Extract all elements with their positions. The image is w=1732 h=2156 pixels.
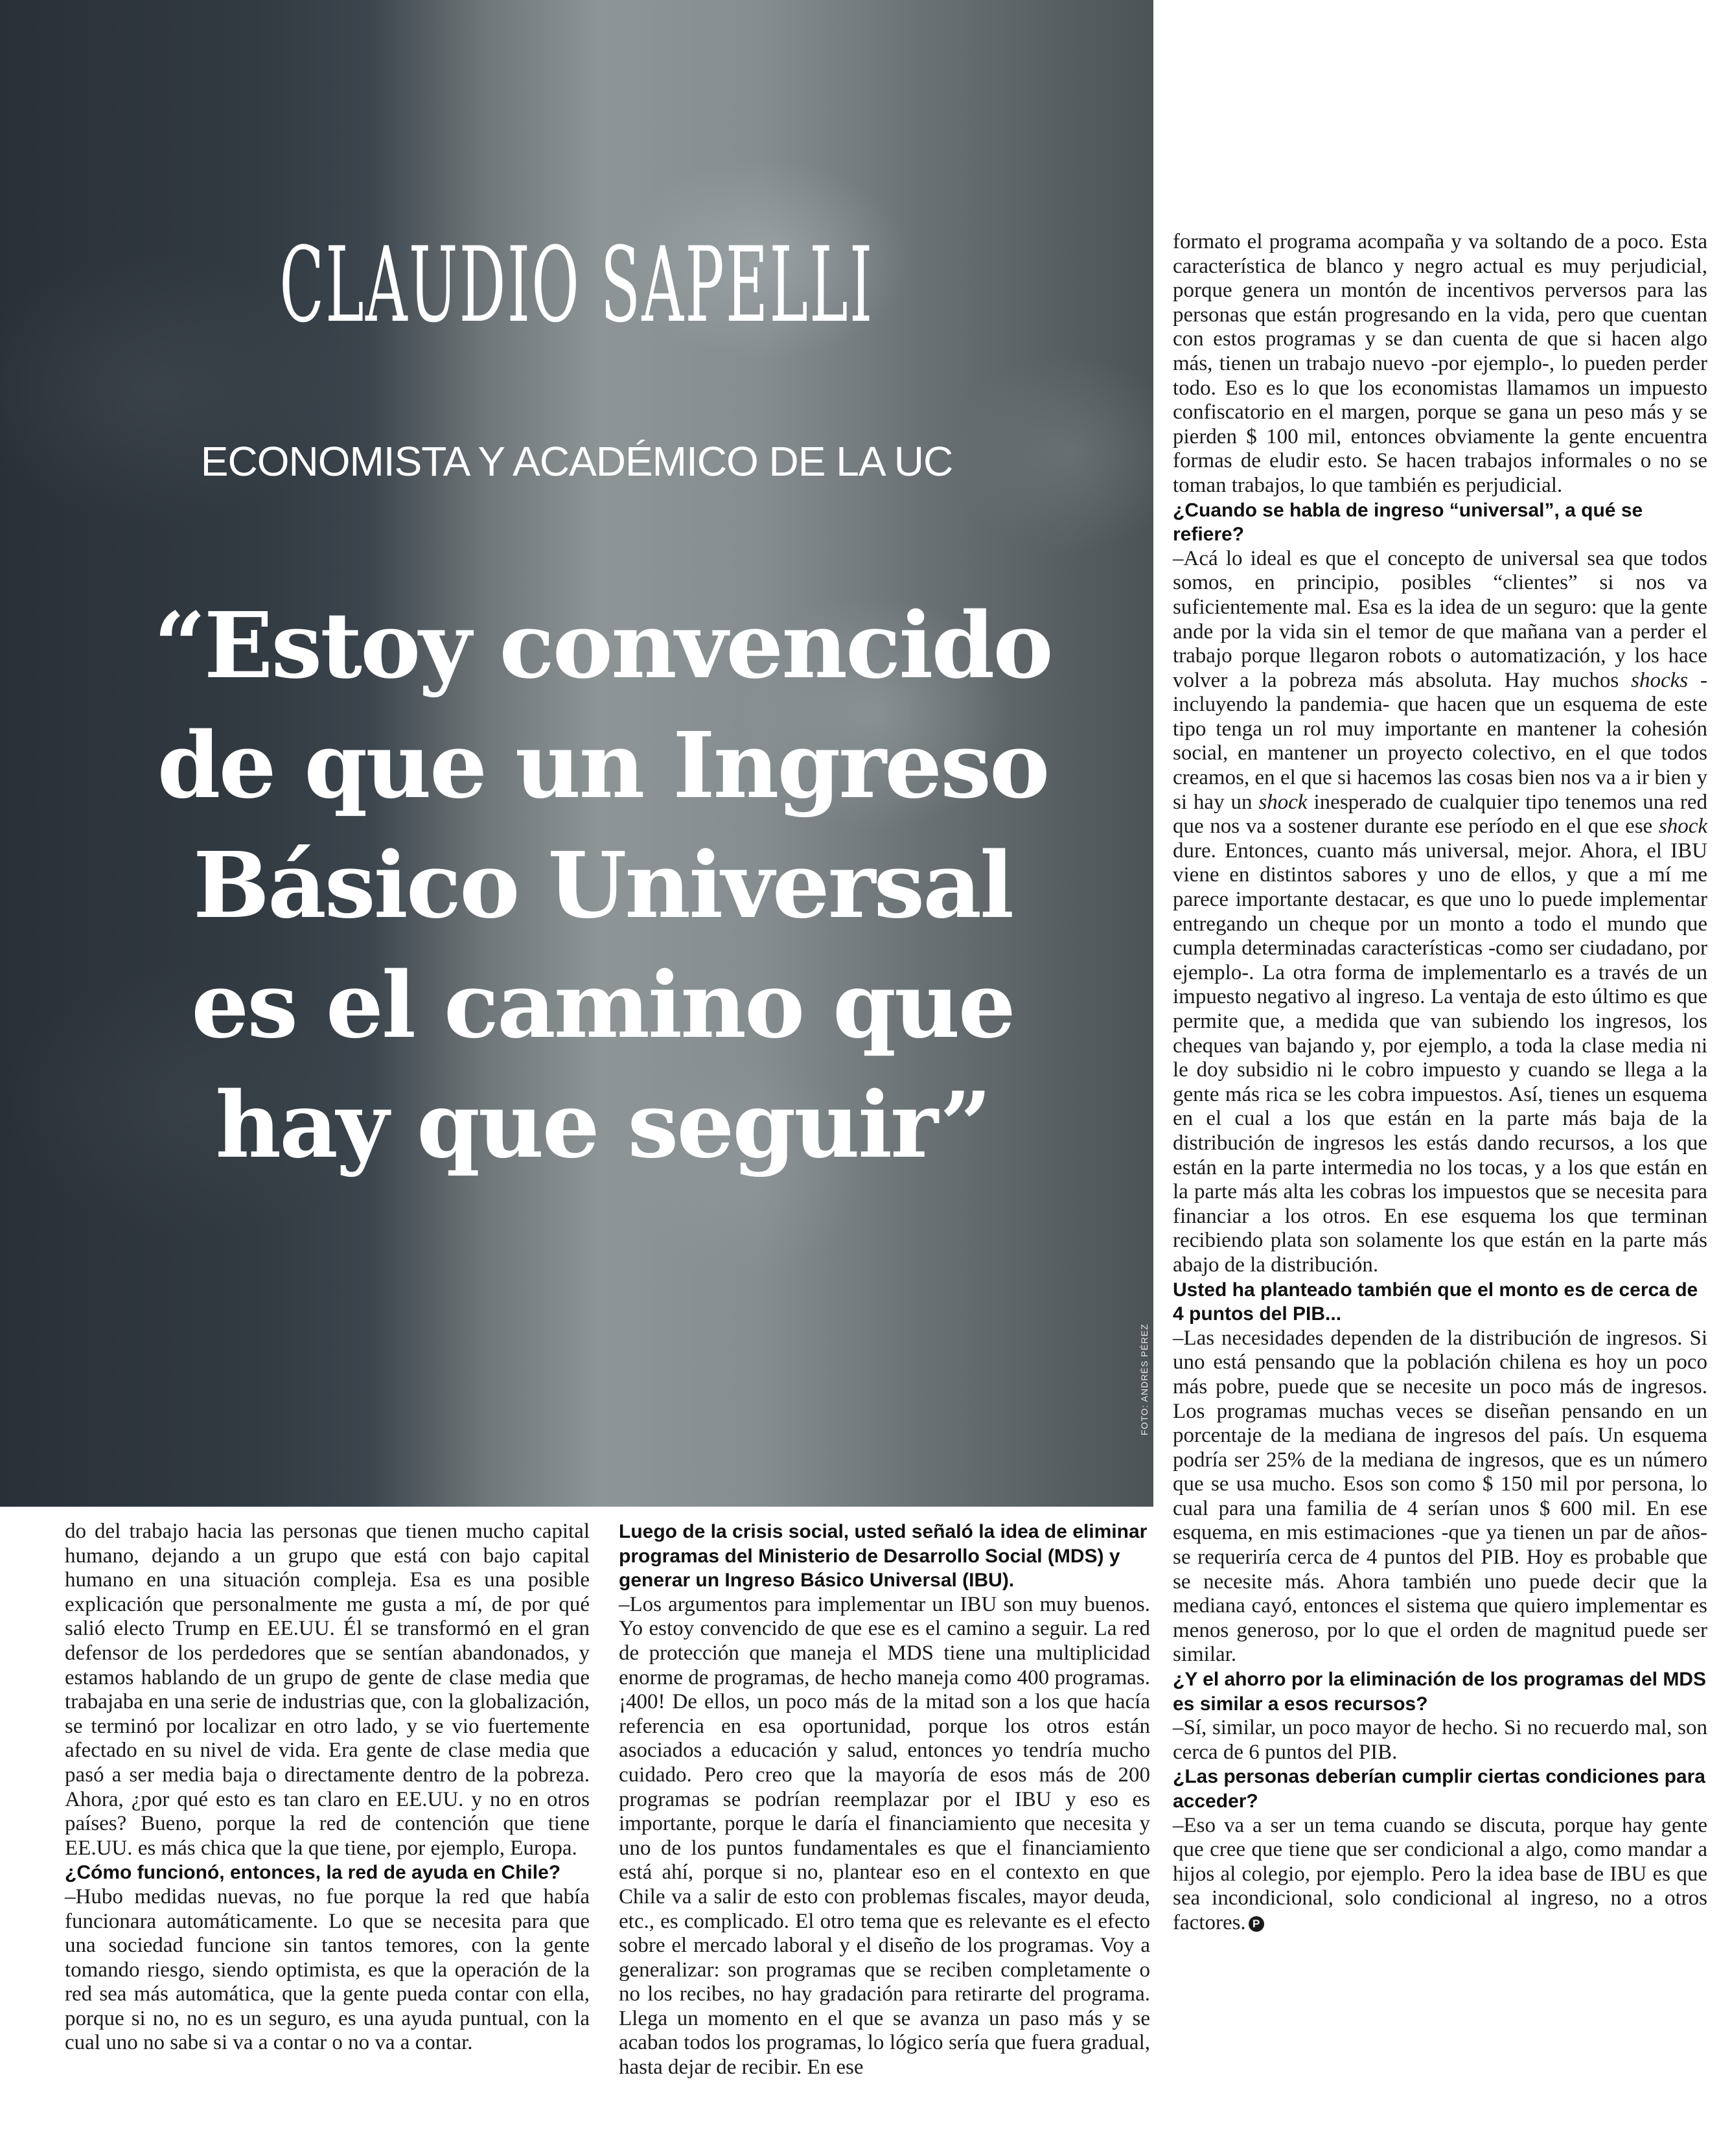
- interviewee-name: CLAUDIO SAPELLI: [279, 224, 874, 345]
- emphasis-text: shock: [1658, 815, 1707, 839]
- emphasis-text: shocks: [1631, 668, 1689, 692]
- article-column-1: [65, 1520, 590, 2056]
- body-paragraph: formato el programa acompaña y va soltando de a poco. Esta característica de blanco y negro actual es muy perjudicial, porque genera un montón de incentivos perversos para las personas que están progresando en la vida, pero que cuentan con estos programas y se dan cuenta de que si hacen algo más, tienen un trabajo nuevo -por ejemplo-, lo pueden perder todo. Eso es lo que los economistas llamamos un impuesto confiscatorio en el margen, porque se gana un peso más y se pierden $ 100 mil, entonces obviamente la gente encuentra formas de eludir esto. Se hacen trabajos informales o no se toman trabajos, lo que también es perjudicial.: [1173, 230, 1707, 497]
- article-column-2: [619, 1520, 1150, 2080]
- interview-answer: –Hubo medidas nuevas, no fue porque la red que había funcionara automáticamente. Lo que se necesita para que una sociedad funcione sin tantos temores, con la gente tomando riesgo, siendo optimista, es que la operación de la red sea más automática, que la gente pueda contar con ella, porque si no, no es un seguro, es una ayuda puntual, con la cual uno no sabe si va a contar o no va a contar.: [65, 1884, 590, 2055]
- interview-answer: [1173, 1814, 1707, 1936]
- answer-text: –Acá lo ideal es que el concepto de universal sea que todos somos, en principio, posibles “clientes” si nos va suficientemente mal. Esa es la idea de un seguro: que la gente ande por la vida sin el temor de que mañana van a perder el trabajo porque llegaron robots o automatización, y los hace volver a la pobreza más absoluta. Hay muchos: [1173, 546, 1707, 692]
- interview-question: ¿Cuando se habla de ingreso “universal”, a qué se refiere?: [1173, 499, 1643, 546]
- article-column-3: [1173, 230, 1707, 1936]
- interviewee-role: ECONOMISTA Y ACADÉMICO DE LA UC: [200, 438, 953, 485]
- interview-answer: –Sí, similar, un poco mayor de hecho. Si no recuerdo mal, son cerca de 6 puntos del PIB.: [1173, 1716, 1707, 1764]
- interview-question: Usted ha planteado también que el monto es de cerca de 4 puntos del PIB...: [1173, 1279, 1698, 1325]
- answer-text: dure. Entonces, cuanto más universal, mejor. Ahora, el IBU viene en distintos sabores y uno de ellos, y que a mí me parece importante destacar, es que uno lo puede implementar entregando un cheque por un monto a todo el mundo que cumpla determinadas características -como ser ciudadano, por ejemplo-. La otra forma de implementarlo es a través de un impuesto negativo al ingreso. La ventaja de esto último es que permite que, a medida que van subiendo los ingresos, los cheques van bajando y, por ejemplo, a toda la clase media ni le doy subsidio ni le cobro impuesto y cuando se llega a la gente más rica se les cobra impuestos. Así, tienes un esquema en el cual a los que están en la parte más baja de la distribución de ingresos les estás dando recursos, a los que están en la parte intermedia no los tocas, y a los que están en la parte más alta les cobras los impuestos que se necesita para financiar a los otros. En ese esquema los que terminan recibiendo plata son solamente los que están en la parte más abajo de la distribución.: [1173, 839, 1707, 1277]
- end-mark-icon: P: [1249, 1916, 1264, 1932]
- answer-text: -incluyendo la pandemia- que hacen que un esquema de este tipo tenga un rol muy importante en mantener la cohesión social, en mantener un proyecto colectivo, en el que todos creamos, en el que si hacemos las cosas bien nos va a ir bien y si hay un: [1173, 668, 1707, 814]
- interview-question: ¿Las personas deberían cumplir ciertas condiciones para acceder?: [1173, 1766, 1705, 1812]
- photo-credit: FOTO: ANDRÉS PÉREZ: [1139, 1323, 1149, 1435]
- interview-question: Luego de la crisis social, usted señaló la idea de eliminar programas del Ministerio de Desarrollo Social (MDS) y generar un Ingreso Básico Universal (IBU).: [619, 1521, 1148, 1592]
- answer-text: inesperado de cualquier tipo tenemos una red que nos va a sostener durante ese período en el que ese: [1173, 790, 1707, 839]
- body-paragraph: do del trabajo hacia las personas que tienen mucho capital humano, dejando a un grupo que está con bajo capital humano en una situación compleja. Esa es una posible explicación que personalmente me gusta a mí, de por qué salió electo Trump en EE.UU. Él se transformó en el gran defensor de los perdedores que se sentían abandonados, y estamos hablando de un grupo de gente de clase media que trabajaba en una serie de industrias que, con la globalización, se terminó por localizar en otro lado, y se vio fuertemente afectado en su nivel de vida. Era gente de clase media que pasó a ser media baja o directamente dentro de la pobreza. Ahora, ¿por qué esto es tan claro en EE.UU. y no en otros países? Bueno, porque la red de contención que tiene EE.UU. es más chica que la que tiene, por ejemplo, Europa.: [65, 1520, 590, 1860]
- headline-quote: “Estoy convencido de que un Ingreso Básico Universal es el camino que hay que seguir”: [154, 593, 1052, 1179]
- interview-answer: –Los argumentos para implementar un IBU son muy buenos. Yo estoy convencido de que ese es el camino a seguir. La red de protección que maneja el MDS tiene una multiplicidad enorme de programas, de hecho maneja como 400 programas. ¡400! De ellos, un poco más de la mitad son a los que hacía referencia en esa oportunidad, porque los otros están asociados a educación y salud, entonces yo tendría mucho cuidado. Pero creo que la mayoría de esos más de 200 programas se podrían reemplazar por el IBU y eso es importante, porque le daría el financiamiento que necesita y uno de los puntos fundamentales es que el financiamiento está ahí, porque si no, plantear eso en el contexto en que Chile va a salir de esto con problemas fiscales, mayor deuda, etc., es complicado. El otro tema que es relevante es el efecto sobre el mercado laboral y el diseño de los programas. Voy a generalizar: son programas que se reciben completamente o no los recibes, no hay gradación para retirarte del programa. Llega un momento en el que se avanza un paso más y se acaban todos los programas, lo lógico sería que fuera gradual, hasta dejar de recibir. En ese: [619, 1592, 1150, 2080]
- hero-photo: [0, 0, 1153, 1507]
- interview-answer: [1173, 547, 1707, 1278]
- emphasis-text: shock: [1258, 790, 1308, 814]
- answer-text: –Eso va a ser un tema cuando se discuta, porque hay gente que cree que tiene que ser condicional a algo, como mandar a hijos al colegio, por ejemplo. Pero la idea base de IBU es que sea incondicional, solo condicional al ingreso, no a otros factores.: [1173, 1813, 1707, 1934]
- interview-question: ¿Cómo funcionó, entonces, la red de ayuda en Chile?: [65, 1862, 561, 1884]
- interview-question: ¿Y el ahorro por la eliminación de los programas del MDS es similar a esos recursos?: [1173, 1669, 1706, 1715]
- interview-answer: –Las necesidades dependen de la distribución de ingresos. Si uno está pensando que la población chilena es hoy un poco más pobre, puede que se necesite un poco más de ingresos. Los programas muchas veces se diseñan pensando en un porcentaje de la mediana de ingresos del país. Un esquema podría ser 25% de la mediana de ingresos, que es un número que se usa mucho. Esos son como $ 150 mil por persona, lo cual para una familia de 4 serían unos $ 600 mil. En ese esquema, en mis estimaciones -que ya tienen un par de años- se requeriría cerca de 4 puntos del PIB. Hoy es probable que se necesite más. Ahora también uno puede decir que la mediana cayó, entonces el sistema que quiero implementar es menos generoso, por lo que el orden de magnitud puede ser similar.: [1173, 1326, 1707, 1667]
